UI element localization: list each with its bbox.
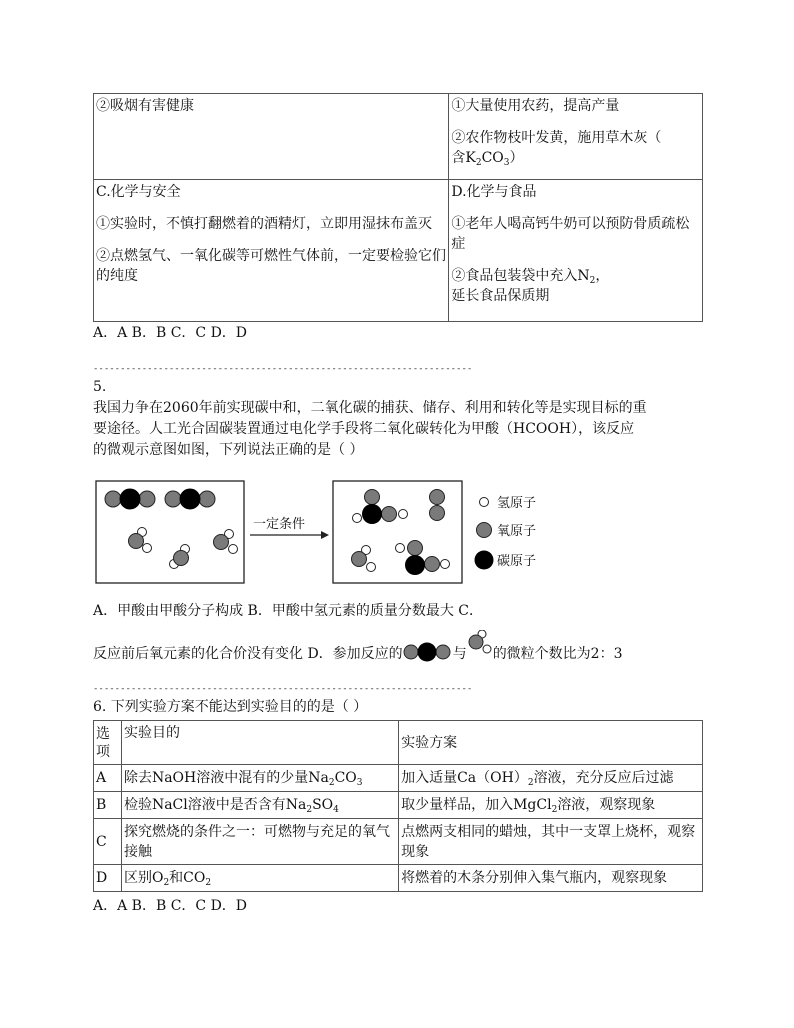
safety-2: ②点燃氢气、一氧化碳等可燃性气体前，一定要检验它们的纯度: [96, 248, 446, 284]
safety-title: C.化学与安全: [96, 184, 181, 200]
co2-molecule-icon: [403, 640, 453, 664]
table-row: [94, 765, 703, 792]
reaction-diagram: [93, 478, 553, 586]
row-plan: 点燃两支相同的蜡烛，其中一支罩上烧杯，观察现象: [399, 819, 703, 865]
q5-stem-3: 的微观示意图如图，下列说法正确的是（ ）: [93, 442, 364, 458]
q4-table: [93, 93, 703, 322]
row-option: C: [94, 819, 122, 865]
table-row: [94, 819, 703, 865]
row-option: D: [94, 865, 122, 892]
q5-options-2: 反应前后氧元素的化合价没有变化 D．参加反应的 与 的微粒个数比为2：3: [93, 630, 623, 666]
legend-oxygen: 氧原子: [497, 523, 537, 538]
legend-hydrogen: 氢原子: [497, 495, 537, 510]
text-agri-2: ②农作物枝叶发黄，施用草木灰（ 含$K_2CO_3$）: [451, 130, 662, 168]
food-1: ①老年人喝高钙牛奶可以预防骨质疏松症: [451, 216, 690, 252]
separator-1: ----------------------------------------------------------------------: [93, 364, 473, 374]
hydrogen-atom-icon: [480, 498, 489, 507]
q6-stem: 6. 下列实验方案不能达到实验目的的是（ ）: [93, 699, 368, 715]
h2o-molecule-icon: [467, 630, 493, 660]
arrow-label: 一定条件: [253, 516, 306, 531]
text-b2: ②吸烟有害健康: [96, 98, 194, 114]
oxygen-atom-icon: [477, 523, 492, 538]
row-goal: 除去NaOH溶液中混有的少量$Na_2CO_3$: [121, 765, 398, 792]
table-header-row: [94, 721, 703, 765]
row-goal: 检验NaCl溶液中是否含有$Na_2SO_4$: [121, 792, 398, 819]
q5-number: 5.: [93, 379, 107, 395]
row-goal: 探究燃烧的条件之一：可燃物与充足的氧气接触: [121, 819, 398, 865]
row-option: B: [94, 792, 122, 819]
legend: [475, 495, 537, 570]
row-plan: 加入适量$Ca(OH)_2$溶液，充分反应后过滤: [399, 765, 703, 792]
row-plan: 取少量样品，加入MgCl$_2$溶液，观察现象: [399, 792, 703, 819]
food-title: D.化学与食品: [451, 184, 537, 200]
header-goal: 实验目的: [121, 721, 398, 765]
q6-options: A．A B．B C．C D．D: [93, 898, 248, 914]
cell-food: [449, 180, 703, 322]
carbon-atom-icon: [475, 551, 494, 570]
separator-2: ----------------------------------------------------------------------: [93, 684, 473, 694]
q5-stem-1: 我国力争在2060年前实现碳中和，二氧化碳的捕获、储存、利用和转化等是实现目标的重: [93, 400, 647, 416]
legend-carbon: 碳原子: [497, 553, 537, 568]
table-row: [94, 792, 703, 819]
cell-safety: [94, 180, 449, 322]
q5-options-1: A．甲酸由甲酸分子构成 B．甲酸中氢元素的质量分数最大 C．: [93, 603, 484, 619]
row-option: A: [94, 765, 122, 792]
co2-molecule: [105, 489, 155, 509]
header-option: 选项: [94, 721, 122, 765]
q6-table: [93, 720, 703, 892]
co2-molecule: [165, 489, 215, 509]
header-plan: 实验方案: [399, 721, 703, 765]
row-plan: 将燃着的木条分别伸入集气瓶内，观察现象: [399, 865, 703, 892]
cell-agri: [449, 94, 703, 180]
row-goal: 区别$O_2$和$CO_2$: [121, 865, 398, 892]
food-2: ②食品包装袋中充入$N_2$， 延长食品保质期: [451, 268, 610, 304]
reaction-arrow: [250, 516, 329, 539]
reactants-box: [96, 481, 244, 583]
q4-options: A．A B．B C．C D．D: [93, 325, 248, 341]
safety-1: ①实验时，不慎打翻燃着的酒精灯，立即用湿抹布盖灭: [96, 216, 432, 232]
products-box: [333, 481, 462, 583]
q5-stem-2: 要途径。人工光合固碳装置通过电化学手段将二氧化碳转化为甲酸（HCOOH），该反应: [93, 421, 635, 437]
text-agri-1: ①大量使用农药，提高产量: [451, 98, 620, 114]
cell-b2: [94, 94, 449, 180]
table-row: [94, 865, 703, 892]
